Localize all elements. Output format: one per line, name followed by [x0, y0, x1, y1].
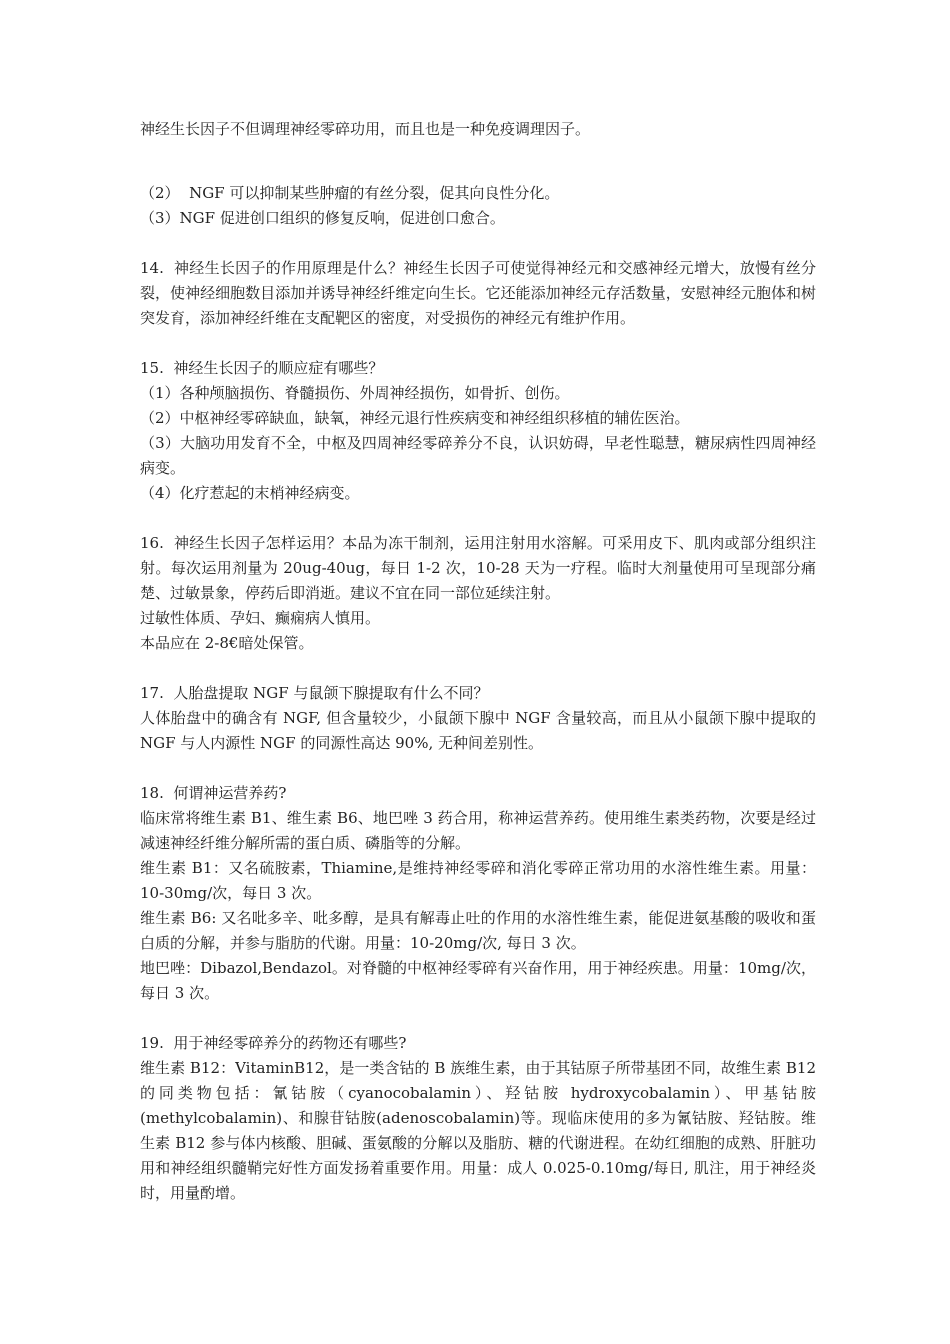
list-item: （3）NGF 促进创口组织的修复反响，促进创口愈合。: [140, 209, 505, 227]
question-14: 14. 神经生长因子的作用原理是什么？神经生长因子可使觉得神经元和交感神经元增大，放慢有丝分裂，使神经细胞数目添加并诱导神经纤维定向生长。它还能添加神经元存活数量，安慰神经元胞体和树突发育，添加神经纤维在支配靶区的密度，对受损伤的神经元有维护作用。: [140, 259, 816, 327]
list-item: （3）大脑功用发育不全，中枢及四周神经零碎养分不良，认识妨碍，早老性聪慧，糖尿病性四周神经病变。: [140, 434, 816, 477]
spacer: [140, 1006, 816, 1031]
dibazol-paragraph: 地巴唑：Dibazol,Bendazol。对脊髓的中枢神经零碎有兴奋作用，用于神经疾患。用量：10mg/次，每日 3 次。: [140, 959, 816, 1002]
intro-line: 神经生长因子不但调理神经零碎功用，而且也是一种免疫调理因子。: [140, 120, 591, 138]
spacer: [140, 167, 816, 181]
spacer: [140, 231, 816, 256]
question-16-storage: 本品应在 2-8€暗处保管。: [140, 634, 314, 652]
question-19-answer: 维生素 B12：VitaminB12，是一类含钴的 B 族维生素，由于其钴原子所带基团不同，故维生素 B12 的同类物包括：氰钴胺（cyanocobalamin）、羟钴胺 hydroxycobalamin）、甲基钴胺(methylcobalamin)、和腺苷钴胺(adenoscobalamin)等。现临床使用的多为氰钴胺、羟钴胺。维生素 B12 参与体内核酸、胆碱、蛋氨酸的分解以及脂肪、糖的代谢进程。在幼红细胞的成熟、肝脏功用和神经组织髓鞘完好性方面发扬着重要作用。用量：成人 0.025-0.10mg/每日, 肌注，用于神经炎时，用量酌增。: [140, 1059, 821, 1202]
spacer: [140, 656, 816, 681]
vitamin-b1-paragraph: 维生素 B1：又名硫胺素，Thiamine,是维持神经零碎和消化零碎正常功用的水溶性维生素。用量：10-30mg/次，每日 3 次。: [140, 859, 816, 902]
spacer: [140, 331, 816, 356]
list-item: （1）各种颅脑损伤、脊髓损伤、外周神经损伤，如骨折、创伤。: [140, 384, 570, 402]
question-16-caution: 过敏性体质、孕妇、癫痫病人慎用。: [140, 609, 381, 627]
document-body: [140, 117, 821, 1206]
vitamin-b6-paragraph: 维生素 B6: 又名吡多辛、吡多醇，是具有解毒止吐的作用的水溶性维生素，能促进氨基酸的吸收和蛋白质的分解，并参与脂肪的代谢。用量：10-20mg/次, 每日 3 次。: [140, 909, 816, 952]
list-item: （2）中枢神经零碎缺血，缺氧，神经元退行性疾病变和神经组织移植的辅佐医治。: [140, 409, 690, 427]
spacer: [140, 756, 816, 781]
list-item: （4）化疗惹起的末梢神经病变。: [140, 484, 360, 502]
question-16: 16. 神经生长因子怎样运用？本品为冻干制剂，运用注射用水溶解。可采用皮下、肌肉或部分组织注射。每次运用剂量为 20ug-40ug，每日 1-2 次，10-28 天为一疗程。临时大剂量使用可呈现部分痛楚、过敏景象，停药后即消逝。建议不宜在同一部位延续注射。: [140, 534, 816, 602]
question-18-title: 18. 何谓神运营养药?: [140, 784, 287, 802]
spacer: [140, 506, 816, 531]
list-item: （2） NGF 可以抑制某些肿瘤的有丝分裂，促其向良性分化。: [140, 184, 560, 202]
question-17-title: 17. 人胎盘提取 NGF 与鼠颌下腺提取有什么不同？: [140, 684, 489, 702]
question-19-title: 19. 用于神经零碎养分的药物还有哪些?: [140, 1034, 407, 1052]
question-18-answer: 临床常将维生素 B1、维生素 B6、地巴唑 3 药合用，称神运营养药。使用维生素类药物，次要是经过减速神经纤维分解所需的蛋白质、磷脂等的分解。: [140, 809, 816, 852]
spacer: [140, 142, 816, 167]
question-17-answer: 人体胎盘中的确含有 NGF, 但含量较少，小鼠颌下腺中 NGF 含量较高，而且从小鼠颌下腺中提取的 NGF 与人内源性 NGF 的同源性高达 90%, 无种间差别性。: [140, 709, 821, 752]
question-15-title: 15. 神经生长因子的顺应症有哪些？: [140, 359, 384, 377]
